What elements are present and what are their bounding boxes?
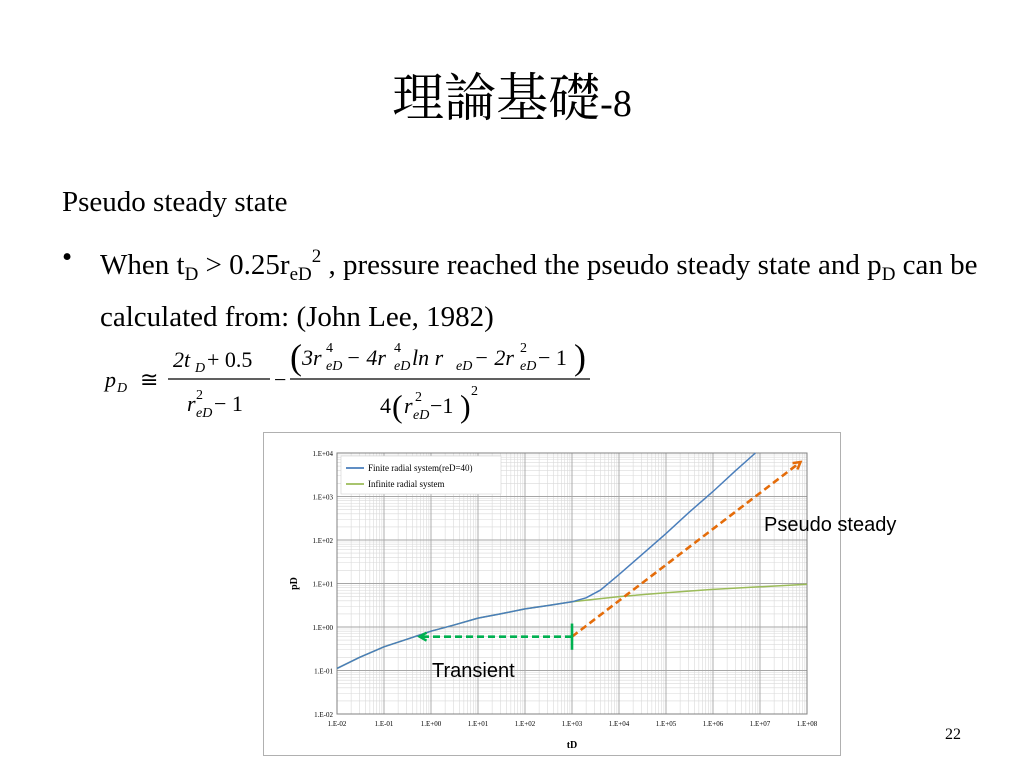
x-tick-label: 1.E-01 [374,720,394,728]
x-tick-label: 1.E+00 [420,720,442,728]
slide-title [0,70,1024,134]
formula-frac2-den-sup: 2 [471,384,478,399]
formula-frac2-num-e: − 1 [538,345,567,370]
formula-frac2-num-a-sub: eD [326,359,343,374]
legend-label: Finite radial system(reD=40) [368,463,473,473]
page-number: 22 [945,726,961,743]
formula-frac2-den-r: r [404,393,413,418]
bullet-sup: 2 [311,246,322,267]
y-tick-label: 1.E-02 [314,711,333,719]
formula-frac2-lparen: ( [290,337,302,377]
x-tick-label: 1.E+02 [514,720,536,728]
formula-frac2-num-b-sup: 4 [394,341,401,356]
x-tick-label: 1.E+05 [655,720,677,728]
formula-frac1-den-rest: − 1 [214,391,243,416]
formula-frac2-num-c-sub: eD [456,359,473,374]
legend-label: Infinite radial system [368,479,445,489]
callout-pseudo-steady: Pseudo steady [764,514,897,536]
bullet-text-part: When t [100,249,185,281]
formula-frac1-den-sub: eD [196,406,213,421]
x-axis-title: tD [566,740,578,751]
formula-frac2-den-lparen: ( [392,388,403,424]
formula-frac2-num-b-sub: eD [394,359,411,374]
pd-td-chart [264,433,840,755]
formula-frac2-num-a-sup: 4 [326,341,333,356]
y-tick-label: 1.E+03 [312,493,333,502]
x-tick-label: 1.E-02 [327,720,347,728]
chart-container [263,432,841,756]
bullet-marker: • [62,241,73,273]
formula-frac2-num-d-sub: eD [520,359,537,374]
formula-frac2-num-d-sup: 2 [520,341,527,356]
x-tick-label: 1.E+06 [702,720,724,728]
formula-frac1-den-r: r [187,391,196,416]
formula-approx: ≅ [140,367,159,392]
formula-minus: − [274,367,287,392]
formula-frac2-den-rest: −1 [430,393,454,418]
bullet-text-part: can be calculated from: (John Lee, 1982) [100,249,978,333]
bullet-text-part: , pressure reached the pseudo steady state and p [321,249,882,281]
y-tick-label: 1.E+01 [312,580,333,589]
y-axis-title: pD [289,577,300,590]
y-tick-label: 1.E-01 [314,667,333,676]
formula-frac2-num-b: − 4r [346,345,386,370]
title-suffix: -8 [600,83,632,125]
formula-frac1-den-sup: 2 [196,388,203,403]
formula-lhs: p [105,367,116,392]
y-tick-label: 1.E+00 [312,624,333,632]
pd-formula [100,335,600,427]
title-main: 理論基礎 [392,71,601,128]
bullet-sub: D [184,264,199,285]
formula-frac2-den-rparen: ) [460,388,471,424]
section-heading: Pseudo steady state [62,186,288,218]
formula-frac1-num-sub: D [195,361,206,376]
formula-frac2-den-r-sub: eD [413,408,430,423]
x-tick-label: 1.E+04 [608,720,630,728]
y-tick-label: 1.E+02 [312,537,333,545]
x-tick-label: 1.E+03 [561,720,583,728]
formula-frac2-num-c: ln r [412,345,444,370]
formula-frac2-den-4: 4 [380,393,391,418]
x-tick-label: 1.E+01 [467,720,489,728]
bullet-sub: eD [289,264,312,285]
formula-frac1-num-rest: + 0.5 [207,347,253,372]
x-tick-label: 1.E+08 [796,720,818,728]
formula-frac2-rparen: ) [574,337,586,377]
callout-transient: Transient [432,660,515,682]
formula-frac2-num-d: − 2r [474,345,514,370]
bullet-text [100,236,1000,338]
y-tick-label: 1.E+04 [312,450,333,458]
formula-lhs-sub: D [117,381,128,396]
bullet-sub: D [881,264,896,285]
bullet-text-part: > 0.25r [198,249,290,281]
formula-frac2-num-a: 3r [302,345,322,370]
formula-frac1-num: 2t [173,347,191,372]
formula-frac2-den-r-sup: 2 [415,390,422,405]
x-tick-label: 1.E+07 [749,720,771,728]
